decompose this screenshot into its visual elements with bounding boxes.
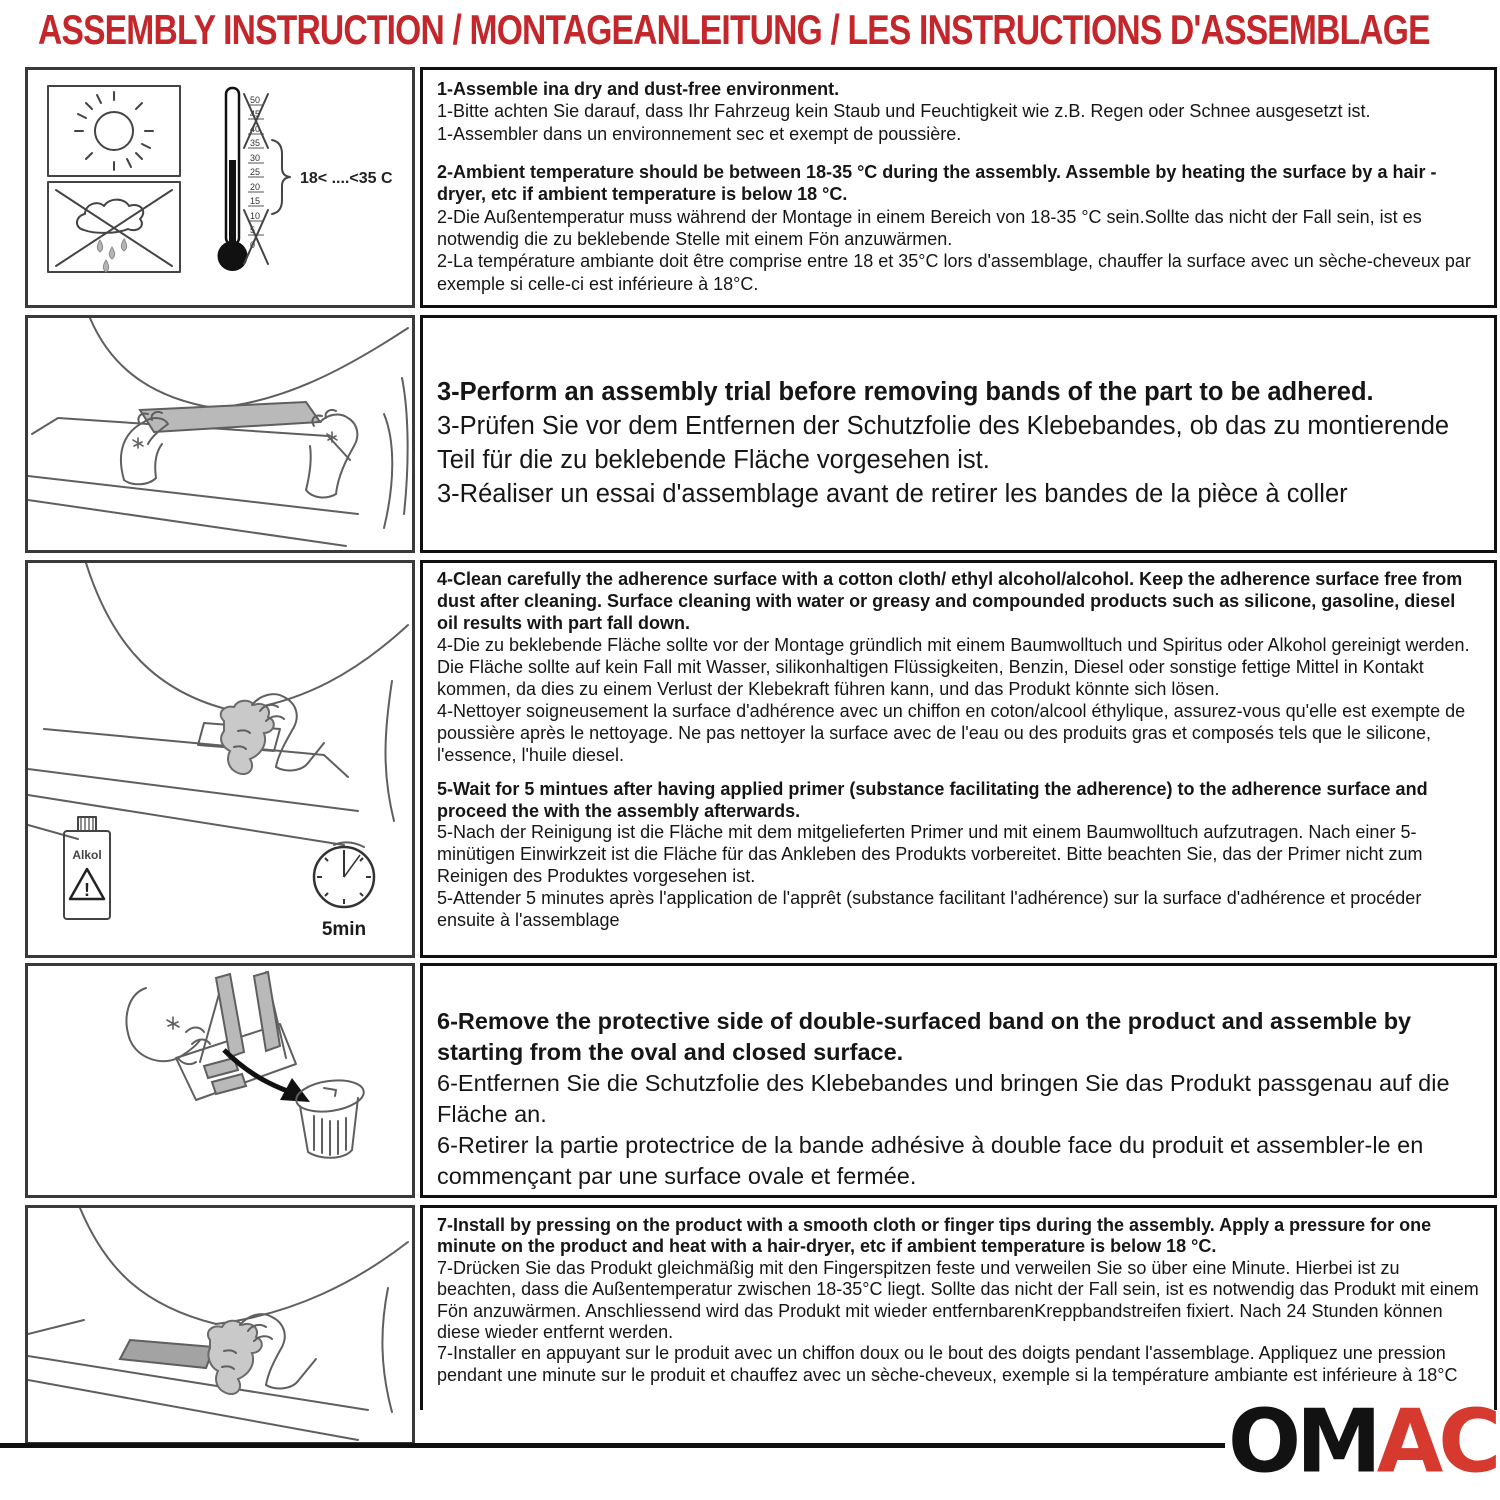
omac-logo (1228, 1390, 1497, 1493)
step-1-de: 1-Bitte achten Sie darauf, dass Ihr Fahrzeug kein Staub und Feuchtigkeit wie z.B. Regen oder Schnee ausgesetzt ist. (437, 101, 1371, 122)
clean-surface-drawing (28, 563, 412, 955)
instructions-step-6 (420, 963, 1497, 1198)
clock-duration-label: 5min (321, 919, 367, 940)
peeling-hand (127, 988, 210, 1064)
step-3-de: 3-Prüfen Sie vor dem Entfernen der Schutzfolie des Klebebandes, ob das zu montierende Teil für die zu beklebende Fläche vorgesehen ist. (437, 411, 1450, 474)
instructions-step-3 (420, 315, 1497, 553)
illustration-environment-temperature (25, 67, 415, 308)
step-3-en: 3-Perform an assembly trial before removing bands of the part to be adhered. (437, 378, 1374, 406)
step-4-de: 4-Die zu beklebende Fläche sollte vor der Montage gründlich mit einem Baumwolltuch und Spiritus oder Alkohol gereinigt werden. Die Fläche sollte auf kein Fall mit Wasser, silikonhaltigen Flüssigkeiten, Benzin, Diesel oder sonstige fettige Mittel in Kontakt kommen, da dies zu einem Verlust der Klebekraft führen kann, und das Produkt könnte sich lösen. (437, 634, 1470, 699)
cleaning-hand (221, 694, 324, 774)
cloth (221, 701, 274, 774)
step-2-fr: 2-La température ambiante doit être comprise entre 18 et 35°C lors d'assemblage, chauffer la surface avec un sèche-cheveux par exemple si celle-ci est inférieure à 18°C. (437, 251, 1471, 294)
car-door-sill (28, 563, 408, 845)
step-4-en: 4-Clean carefully the adherence surface with a cotton cloth/ ethyl alcohol/alcohol. Keep the adherence surface free from dust after cleaning. Surface cleaning with water or greasy and compounded products such as silicone, gasoline, diesel oil results with part fall down. (437, 569, 1463, 633)
car-door-sill (28, 318, 408, 546)
step-3-fr: 3-Réaliser un essai d'assemblage avant de retirer les bandes de la pièce à coller (437, 479, 1348, 508)
range-brace (272, 140, 290, 214)
cloth (208, 1321, 262, 1394)
step-6-de: 6-Entfernen Sie die Schutzfolie des Klebebandes und bringen Sie das Produkt passgenau auf die Fläche an. (437, 1070, 1450, 1128)
step-4-fr: 4-Nettoyer soigneusement la surface d'adhérence avec un chiffon en coton/alcool éthylique, assurez-vous qu'elle est exempte de poussière après le nettoyage. Ne pas nettoyer la surface avec de l'eau ou des produits gras et composés tels que le silicone, l'essence, l'huile diesel. (437, 700, 1466, 765)
sun-icon (48, 86, 180, 176)
svg-text:50: 50 (250, 95, 261, 105)
remove-band-drawing (28, 966, 412, 1195)
step-7-en: 7-Install by pressing on the product with a smooth cloth or finger tips during the assembly. Apply a pressure for one minute on the product and heat with a hair-dryer, etc if ambient temperature is below 18 °C. (437, 1215, 1432, 1257)
step-2-en: 2-Ambient temperature should be between 18-35 °C during the assembly. Assemble by heating the surface by a hair -dryer, etc if ambient temperature is below 18 °C. (437, 161, 1437, 205)
warning-triangle-icon (70, 869, 104, 900)
step-5-fr: 5-Attender 5 minutes après l'application de l'apprêt (substance facilitant l'adhérence) sur la surface d'adhérence et procéder ensuite à l'assemblage (437, 888, 1422, 931)
step-6-en: 6-Remove the protective side of double-surfaced band on the product and assemble by starting from the oval and closed surface. (437, 1008, 1412, 1066)
rain-drops (97, 239, 126, 272)
no-rain-icon (48, 182, 180, 272)
alcohol-bottle-label: Alkol (72, 848, 102, 862)
illustration-assembly-trial (25, 315, 415, 553)
warning-exclamation: ! (84, 880, 90, 900)
omac-logo-red-part: AC (1376, 1390, 1497, 1493)
protective-strips (204, 972, 280, 1094)
omac-logo-black-part: OM (1228, 1390, 1377, 1493)
step-2-de: 2-Die Außentemperatur muss während der Montage in einem Bereich von 18-35 °C sein.Sollte das nicht der Fall sein, ist es notwendig die zu beklebende Stelle mit einem Fön anzuwärmen. (437, 206, 1422, 249)
svg-text:10: 10 (250, 211, 261, 221)
illustration-remove-band (25, 963, 415, 1198)
svg-text:5: 5 (250, 225, 256, 235)
svg-text:0: 0 (250, 240, 256, 250)
trash-can-icon (294, 1076, 366, 1157)
step-1-en: 1-Assemble ina dry and dust-free environment. (437, 79, 840, 99)
thermometer-icon (218, 88, 393, 271)
environment-temperature-drawing (28, 70, 412, 305)
page-title: ASSEMBLY INSTRUCTION / MONTAGEANLEITUNG / LES INSTRUCTIONS D'ASSEMBLAGE (38, 6, 1430, 53)
svg-text:45: 45 (250, 109, 261, 119)
step-7-fr: 7-Installer en appuyant sur le produit avec un chiffon doux ou le bout des doigts pendant l'assemblage. Appliquez une pression pendant une minute sur le produit et chauffez avec un sèche-cheveux, exemple si la température ambiante est inférieure à 18°C (437, 1343, 1458, 1385)
step-6-fr: 6-Retirer la partie protectrice de la bande adhésive à double face du produit et assembler-le en commençant par une surface ovale et fermée. (437, 1132, 1424, 1190)
alcohol-bottle-icon (64, 817, 110, 919)
step-5-de: 5-Nach der Reinigung ist die Fläche mit dem mitgelieferten Primer und mit einem Baumwolltuch aufzutragen. Nach einer 5-minütigen Einwirkzeit ist die Fläche für das Ankleben des Produkts vorbereitet. Bitte beachten Sie, das der Primer nicht zum Reinigen des Produktes vorgesehen ist. (437, 822, 1423, 887)
installed-strip (120, 1340, 214, 1368)
temperature-range-label: 18< ....<35 C (300, 170, 393, 187)
instructions-step-7 (420, 1205, 1497, 1410)
illustration-clean-surface (25, 560, 415, 958)
illustration-press-product (25, 1205, 415, 1445)
svg-text:15: 15 (250, 196, 261, 206)
instructions-step-4-5 (420, 560, 1497, 958)
svg-text:20: 20 (250, 182, 261, 192)
pressing-hand (208, 1314, 316, 1394)
assembly-trial-drawing (28, 318, 412, 550)
car-door-sill (28, 1208, 408, 1440)
trim-strip (140, 402, 320, 432)
instructions-step-1-2 (420, 67, 1497, 308)
clock-icon (314, 842, 374, 940)
step-7-de: 7-Drücken Sie das Produkt gleichmäßig mit den Fingerspitzen feste und verweilen Sie so über eine Minute. Hierbei ist zu beachten, dass die Außentemperatur zwischen 18-35°C liegt. Sollte das nicht der Fall sein, ist es notwendig das Produkt mit einem Fön anzuwärmen. Anschliessend wird das Produkt mit wieder entfernbarenKreppbandstreifen fixiert. Nach 24 Stunden können diese wieder entfernt werden. (437, 1257, 1479, 1343)
step-5-en: 5-Wait for 5 mintues after having applied primer (substance facilitating the adherence) to the adherence surface and proceed the with the assembly afterwards. (437, 778, 1428, 821)
step-1-fr: 1-Assembler dans un environnement sec et exempt de poussière. (437, 123, 962, 144)
footer-divider (0, 1443, 1225, 1448)
svg-text:35: 35 (250, 138, 261, 148)
svg-text:40: 40 (250, 124, 261, 134)
svg-text:25: 25 (250, 167, 261, 177)
svg-text:30: 30 (250, 153, 261, 163)
press-product-drawing (28, 1208, 412, 1442)
